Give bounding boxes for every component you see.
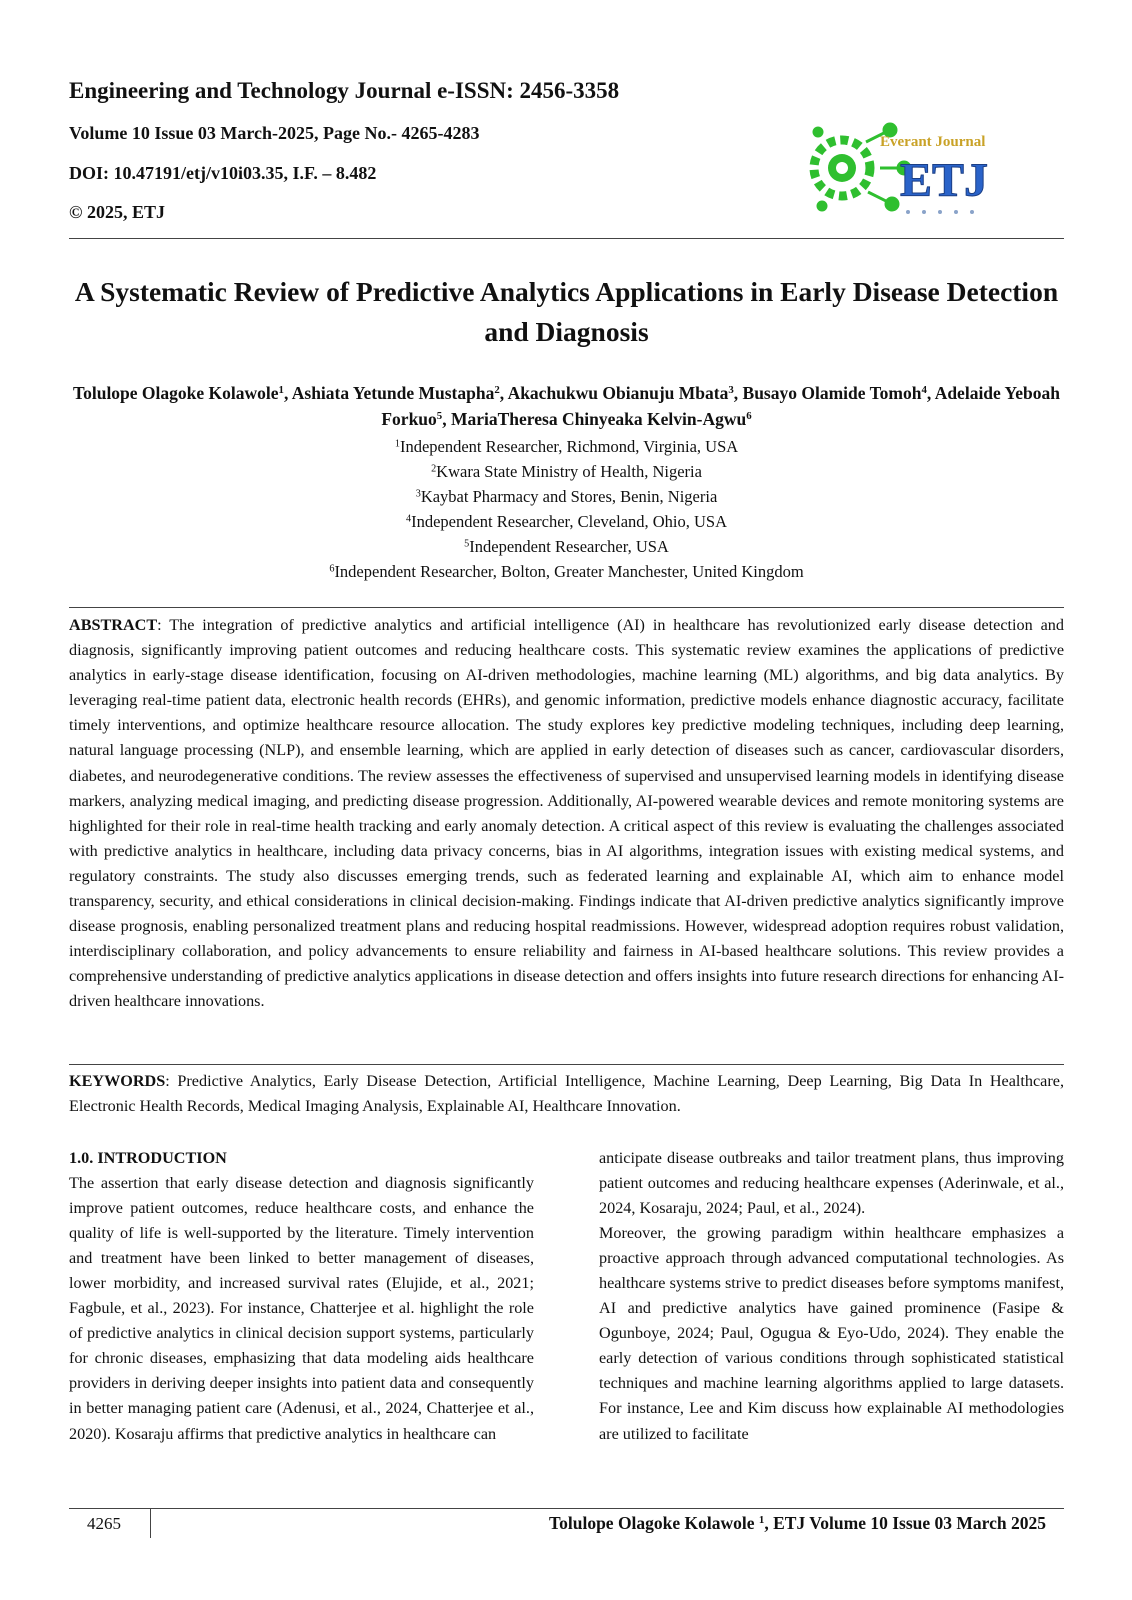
volume-info: Volume 10 Issue 03 March-2025, Page No.- 4265-4283 [69, 123, 480, 143]
affiliation: $^1$Independent Researcher, Richmond, Virginia, USA [394, 437, 739, 456]
author: Tolulope Olagoke Kolawole$^1$, [73, 383, 292, 403]
author-list [69, 380, 1064, 432]
logo-text-main: ETJ [900, 154, 989, 207]
body-paragraph: Moreover, the growing paradigm within healthcare emphasizes a proactive approach through advanced computational technologies. As healthcare systems strive to predict diseases before symptoms manifest, AI and predictive analytics have gained prominence (Fasipe & Ogunboye, 2024; Paul, Ogugua & Eyo-Udo, 2024). They enable the early detection of various conditions through sophisticated statistical techniques and machine learning algorithms applied to large datasets. For instance, Lee and Kim discuss how explainable AI methodologies are utilized to facilitate [599, 1224, 1064, 1443]
keywords-label: KEYWORDS [69, 1072, 166, 1090]
body-column-left [69, 1146, 534, 1447]
header-rule [69, 238, 1064, 239]
logo-text-top: Everant Journal [880, 134, 986, 150]
affiliation: $^6$Independent Researcher, Bolton, Greater Manchester, United Kingdom [329, 562, 804, 581]
affiliation: $^5$Independent Researcher, USA [464, 537, 669, 556]
logo-decoration-icon [906, 210, 974, 214]
author: Ashiata Yetunde Mustapha$^2$, [291, 383, 508, 403]
body-paragraph: The assertion that early disease detection and diagnosis significantly improve patient outcomes, reduce healthcare costs, and enhance the quality of life is well-supported by the literature. Timely intervention and treatment have been linked to better management of diseases, lower morbidity, and increased survival rates (Elujide, et al., 2021; Fagbule, et al., 2023). For instance, Chatterjee et al. highlight the role of predictive analytics in clinical decision support systems, particularly for chronic diseases, emphasizing that data modeling aids healthcare providers in deriving deeper insights into patient data and consequently in better managing patient care (Adenusi, et al., 2024, Chatterjee et al., 2020). Kosaraju affirms that predictive analytics in healthcare can [69, 1174, 534, 1443]
footer-divider [150, 1508, 151, 1538]
footer-rule [69, 1508, 1064, 1509]
keywords-text: : Predictive Analytics, Early Disease Detection, Artificial Intelligence, Machine Learning, Deep Learning, Big Data In Healthcare, Electronic Health Records, Medical Imaging Analysis, Explainable AI, Healthcare Innovation. [69, 1072, 1064, 1115]
body-column-right [599, 1146, 1064, 1447]
gear-icon [814, 140, 870, 196]
author: Busayo Olamide Tomoh$^4$, [742, 383, 935, 403]
affiliation-list [69, 434, 1064, 584]
footer-citation: Tolulope Olagoke Kolawole $^1$, ETJ Volume 10 Issue 03 March 2025 [549, 1513, 1046, 1533]
paper-title: A Systematic Review of Predictive Analytics Applications in Early Disease Detection and Diagnosis [74, 276, 1059, 347]
page-number: 4265 [87, 1514, 121, 1533]
journal-title: Engineering and Technology Journal e-ISSN: 2456-3358 [69, 78, 620, 103]
section-heading: 1.0. INTRODUCTION [69, 1149, 227, 1167]
affiliation: $^3$Kaybat Pharmacy and Stores, Benin, Nigeria [415, 487, 718, 506]
author: Adelaide Yeboah Forkuo$^5$, [381, 383, 1060, 429]
abstract-bottom-rule [69, 1064, 1064, 1065]
author: MariaTheresa Chinyeaka Kelvin-Agwu$^6$ [450, 409, 752, 429]
keywords [69, 1069, 1064, 1119]
abstract-label: ABSTRACT [69, 616, 158, 634]
copyright-info: © 2025, ETJ [69, 202, 165, 222]
affiliation: $^4$Independent Researcher, Cleveland, Ohio, USA [405, 512, 728, 531]
abstract-text: : The integration of predictive analytics and artificial intelligence (AI) in healthcare has revolutionized early disease detection and diagnosis, significantly improving patient outcomes and reducing healthcare costs. This systematic review examines the applications of predictive analytics in early-stage disease identification, focusing on AI-driven methodologies, machine learning (ML) algorithms, and big data analytics. By leveraging real-time patient data, electronic health records (EHRs), and genomic information, predictive models enhance diagnostic accuracy, facilitate timely interventions, and optimize healthcare resource allocation. The study explores key predictive modeling techniques, including deep learning, natural language processing (NLP), and ensemble learning, which are applied in early detection of diseases such as cancer, cardiovascular disorders, diabetes, and neurodegenerative conditions. The review assesses the effectiveness of supervised and unsupervised learning models in identifying disease markers, analyzing medical imaging, and predicting disease progression. Additionally, AI-powered wearable devices and remote monitoring systems are highlighted for their role in real-time health tracking and early anomaly detection. A critical aspect of this review is evaluating the challenges associated with predictive analytics in healthcare, including data privacy concerns, bias in AI algorithms, integration issues with existing medical systems, and regulatory constraints. The study also discusses emerging trends, such as federated learning and explainable AI, which aim to enhance model transparency, security, and ethical considerations in clinical decision-making. Findings indicate that AI-driven predictive analytics significantly improve disease prognosis, enabling personalized treatment plans and reducing hospital readmissions. However, widespread adoption requires robust validation, interdisciplinary collaboration, and policy advancements to ensure reliability and fairness in AI-based healthcare solutions. This review provides a comprehensive understanding of predictive analytics applications in disease detection and offers insights into future research directions for enhancing AI-driven healthcare innovations. [69, 616, 1064, 1011]
author: Akachukwu Obianuju Mbata$^3$, [507, 383, 743, 403]
affiliation: $^2$Kwara State Ministry of Health, Nigeria [431, 462, 702, 481]
abstract [69, 613, 1064, 1015]
etj-logo-graphic [808, 112, 1018, 224]
etj-logo [808, 112, 1018, 224]
abstract-top-rule [69, 607, 1064, 608]
body-paragraph: anticipate disease outbreaks and tailor treatment plans, thus improving patient outcomes and reducing healthcare expenses (Aderinwale, et al., 2024, Kosaraju, 2024; Paul, et al., 2024). [599, 1149, 1064, 1218]
doi-info: DOI: 10.47191/etj/v10i03.35, I.F. – 8.482 [69, 163, 377, 183]
